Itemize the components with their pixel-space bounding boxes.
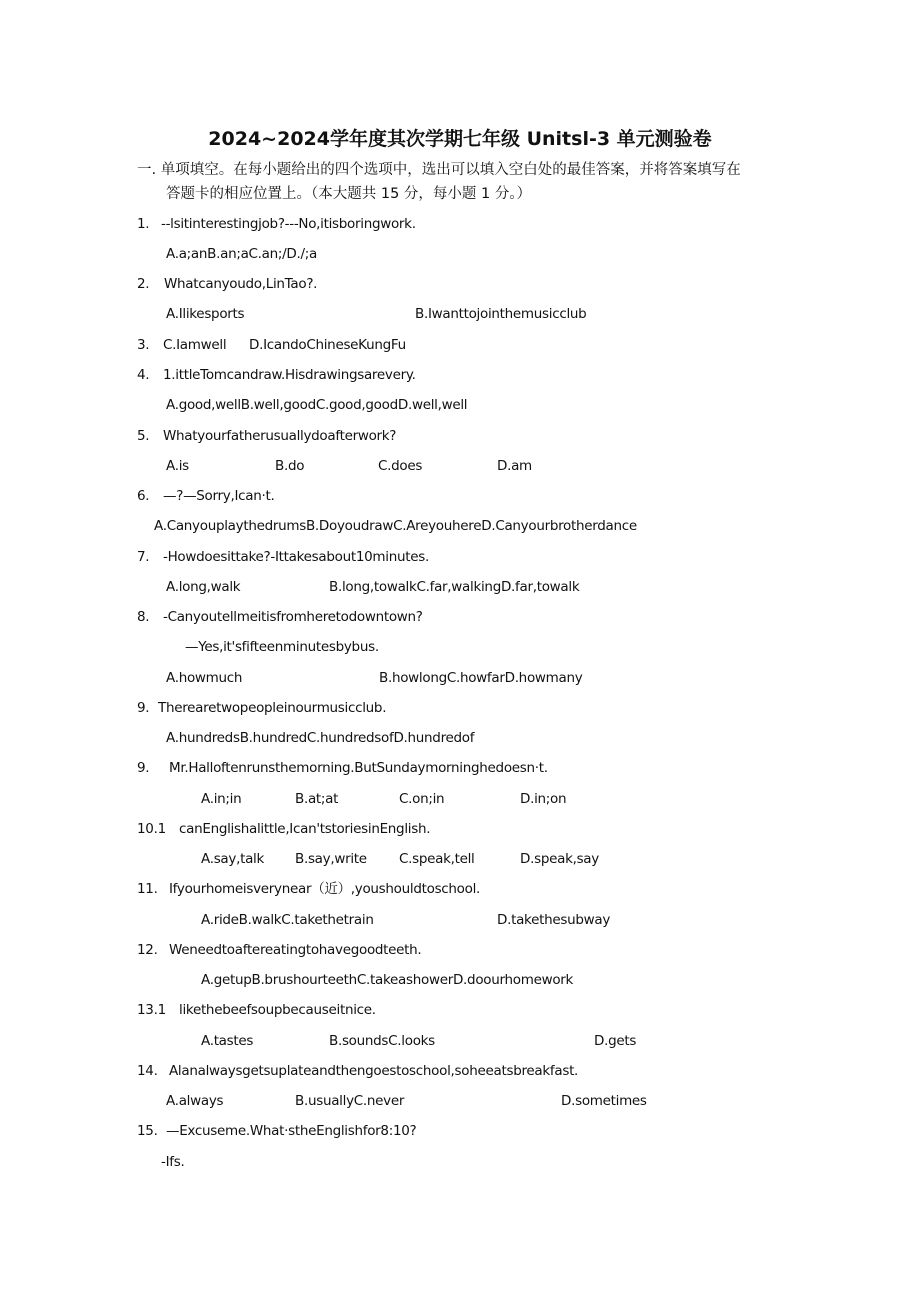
answer-option: D.gets	[594, 1033, 637, 1049]
answer-option: A.hundredsB.hundredC.hundredsofD.hundredof	[166, 730, 475, 746]
question-text: -Howdoesittake?-Ittakesabout10minutes.	[163, 549, 429, 565]
answer-option: A.tastes	[201, 1033, 254, 1049]
answer-option: B.Iwanttojointhemusicclub	[415, 306, 587, 322]
answer-option: D.in;on	[520, 791, 567, 807]
question-text: --lsitinterestingjob?---No,itisboringwork.	[161, 216, 416, 232]
answer-option: A.good,wellB.well,goodC.good,goodD.well,well	[166, 397, 468, 413]
question-number: 13.1	[137, 1002, 166, 1018]
question-text: -Canyoutellmeitisfromheretodowntown?	[163, 609, 423, 625]
answer-option: B.say,write	[295, 851, 367, 867]
answer-option: C.on;in	[399, 791, 445, 807]
question-number: 6.	[137, 488, 150, 504]
question-number: 1.	[137, 216, 150, 232]
answer-option: D.speak,say	[520, 851, 599, 867]
answer-option: B.at;at	[295, 791, 339, 807]
question-text: Whatyourfatherusuallydoafterwork?	[163, 428, 397, 444]
question-text: Alanalwaysgetsuplateandthengoestoschool,soheeatsbreakfast.	[169, 1063, 579, 1079]
question-number: 12.	[137, 942, 158, 958]
page-title: 2024~2024学年度其次学期七年级 Unitsl-3 单元测验卷	[208, 128, 712, 150]
question-number: 10.1	[137, 821, 166, 837]
answer-option: A.say,talk	[201, 851, 265, 867]
question-text: Therearetwopeopleinourmusicclub.	[158, 700, 387, 716]
answer-option: D.sometimes	[561, 1093, 647, 1109]
answer-option: A.rideB.walkC.takethetrain	[201, 912, 374, 928]
question-number: 2.	[137, 276, 150, 292]
question-text: canEnglishalittle,Ican'tstoriesinEnglish.	[179, 821, 431, 837]
question-number: 14.	[137, 1063, 158, 1079]
answer-option: A.Ilikesports	[166, 306, 245, 322]
question-text: 1.ittleTomcandraw.Hisdrawingsarevery.	[163, 367, 416, 383]
answer-option: D.am	[497, 458, 532, 474]
question-number: 4.	[137, 367, 150, 383]
answer-option: A.always	[166, 1093, 224, 1109]
answer-option: B.usuallyC.never	[295, 1093, 405, 1109]
section-instructions-line1: 一. 单项填空。在每小题给出的四个选项中，选出可以填入空白处的最佳答案，并将答案填写在	[137, 162, 741, 178]
question-number: 9.	[137, 700, 150, 716]
answer-option: B.howlongC.howfarD.howmany	[379, 670, 583, 686]
question-number: 15.	[137, 1123, 158, 1139]
answer-option: C.does	[378, 458, 423, 474]
question-number: 5.	[137, 428, 150, 444]
answer-option: B.do	[275, 458, 305, 474]
question-text: —?—Sorry,Ican·t.	[163, 488, 275, 504]
question-text: —Excuseme.What·stheEnglishfor8:10?	[166, 1123, 417, 1139]
answer-option: A.a;anB.an;aC.an;/D./;a	[166, 246, 317, 262]
answer-option: A.long,walk	[166, 579, 241, 595]
answer-option: A.howmuch	[166, 670, 243, 686]
question-number: 9.	[137, 760, 150, 776]
answer-option: C.speak,tell	[399, 851, 475, 867]
answer-option: A.getupB.brushourteethC.takeashowerD.doourhomework	[201, 972, 574, 988]
answer-option: B.long,towalkC.far,walkingD.far,towalk	[329, 579, 580, 595]
answer-option: A.in;in	[201, 791, 242, 807]
answer-option: A.is	[166, 458, 189, 474]
question-text: —Yes,it'sfifteenminutesbybus.	[185, 639, 379, 655]
question-text: -Ifs.	[161, 1154, 185, 1170]
section-instructions-line2: 答题卡的相应位置上。（本大题共 15 分，每小题 1 分。）	[166, 186, 532, 202]
answer-option: D.IcandoChineseKungFu	[249, 337, 406, 353]
question-number: 3.	[137, 337, 150, 353]
question-text: Ifyourhomeisverynear（近）,youshouldtoschool.	[169, 881, 481, 897]
answer-option: C.Iamwell	[163, 337, 227, 353]
answer-option: B.soundsC.looks	[329, 1033, 435, 1049]
question-number: 11.	[137, 881, 158, 897]
question-text: Whatcanyoudo,LinTao?.	[164, 276, 318, 292]
question-text: Mr.Halloftenrunsthemorning.ButSundaymorninghedoesn·t.	[169, 760, 548, 776]
answer-option: A.CanyouplaythedrumsB.DoyoudrawC.AreyouhereD.Canyourbrotherdance	[154, 518, 637, 534]
question-text: Weneedtoaftereatingtohavegoodteeth.	[169, 942, 422, 958]
answer-option: D.takethesubway	[497, 912, 611, 928]
question-text: likethebeefsoupbecauseitnice.	[179, 1002, 376, 1018]
question-number: 7.	[137, 549, 150, 565]
question-number: 8.	[137, 609, 150, 625]
